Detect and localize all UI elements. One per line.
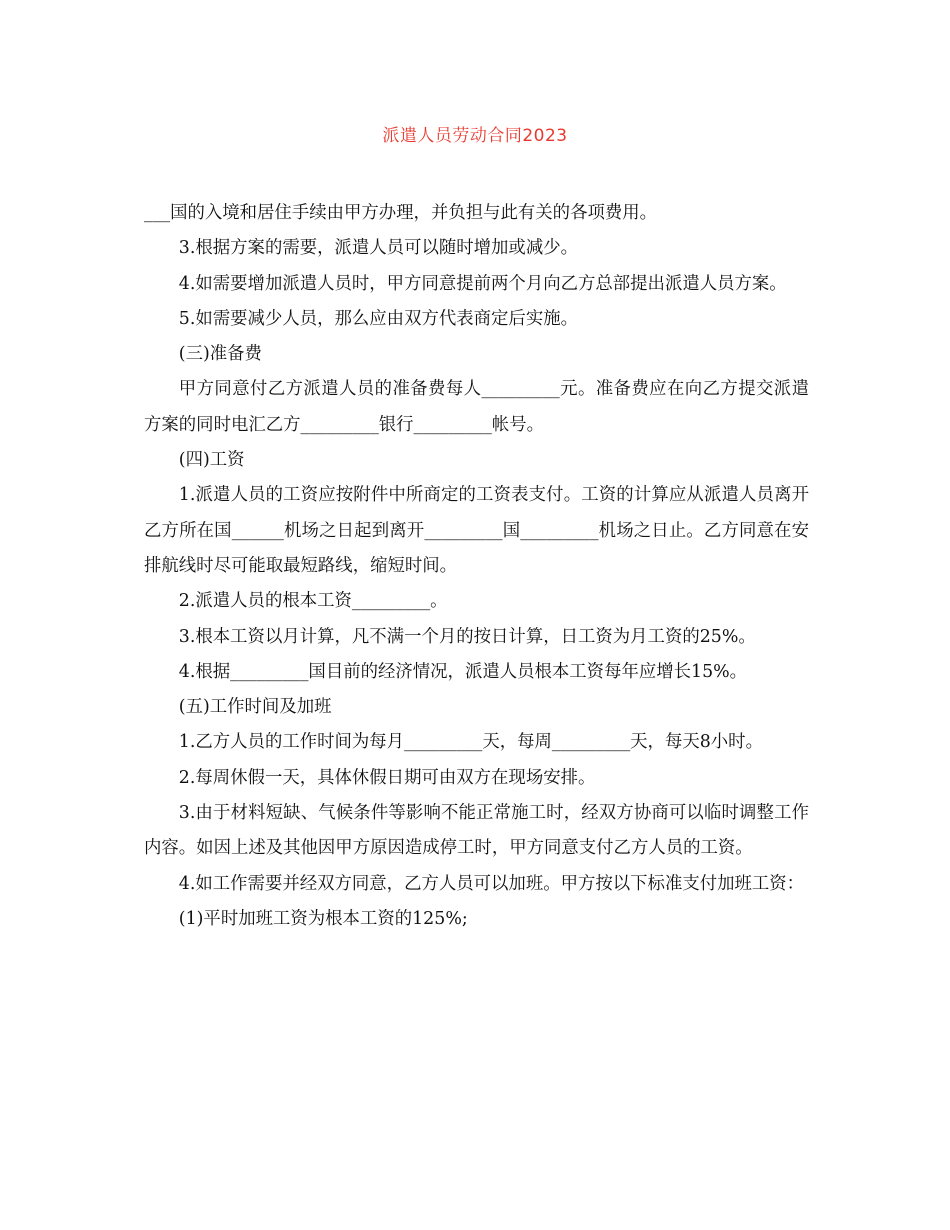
paragraph-preparation-fee: 甲方同意付乙方派遣人员的准备费每人_________元。准备费应在向乙方提交派遣方案的同时电汇乙方_________银行_________帐号。	[144, 379, 809, 435]
paragraph-wage-calculation: 1.派遣人员的工资应按附件中所商定的工资表支付。工资的计算应从派遣人员离开乙方所在国______机场之日起到离开_________国_________机场之日止。乙方同意在安排航线时尽可能取最短路线，缩短时间。	[144, 485, 809, 576]
document-title: 派遣人员劳动合同2023	[382, 126, 568, 146]
section-heading-working-hours: (五)工作时间及加班	[178, 697, 332, 718]
paragraph-working-time: 1.乙方人员的工作时间为每月_________天，每周_________天，每天8小时。	[178, 732, 763, 753]
paragraph-weekly-rest: 2.每周休假一天，具体休假日期可由双方在现场安排。	[178, 767, 596, 788]
paragraph-overtime: 4.如工作需要并经双方同意，乙方人员可以加班。甲方按以下标准支付加班工资：	[178, 873, 805, 894]
paragraph-staff-increase: 4.如需要增加派遣人员时，甲方同意提前两个月向乙方总部提出派遣人员方案。	[178, 273, 787, 294]
paragraph-wage-growth: 4.根据_________国目前的经济情况，派遣人员根本工资每年应增长15%。	[178, 661, 748, 682]
section-heading-wages: (四)工资	[178, 450, 245, 471]
paragraph-staff-adjust: 3.根据方案的需要，派遣人员可以随时增加或减少。	[178, 238, 578, 259]
section-heading-preparation-fee: (三)准备费	[178, 344, 262, 365]
paragraph-daily-wage: 3.根本工资以月计算，凡不满一个月的按日计算，日工资为月工资的25%。	[178, 626, 756, 647]
paragraph-base-wage: 2.派遣人员的根本工资_________。	[178, 591, 448, 612]
document-body	[144, 196, 809, 937]
paragraph-entry-procedures: ___国的入境和居住手续由甲方办理，并负担与此有关的各项费用。	[144, 203, 658, 223]
paragraph-work-adjustment: 3.由于材料短缺、气候条件等影响不能正常施工时，经双方协商可以临时调整工作内容。如因上述及其他因甲方原因造成停工时，甲方同意支付乙方人员的工资。	[144, 803, 809, 859]
paragraph-overtime-rate: (1)平时加班工资为根本工资的125%;	[178, 908, 468, 929]
paragraph-staff-decrease: 5.如需要减少人员，那么应由双方代表商定后实施。	[178, 308, 578, 329]
